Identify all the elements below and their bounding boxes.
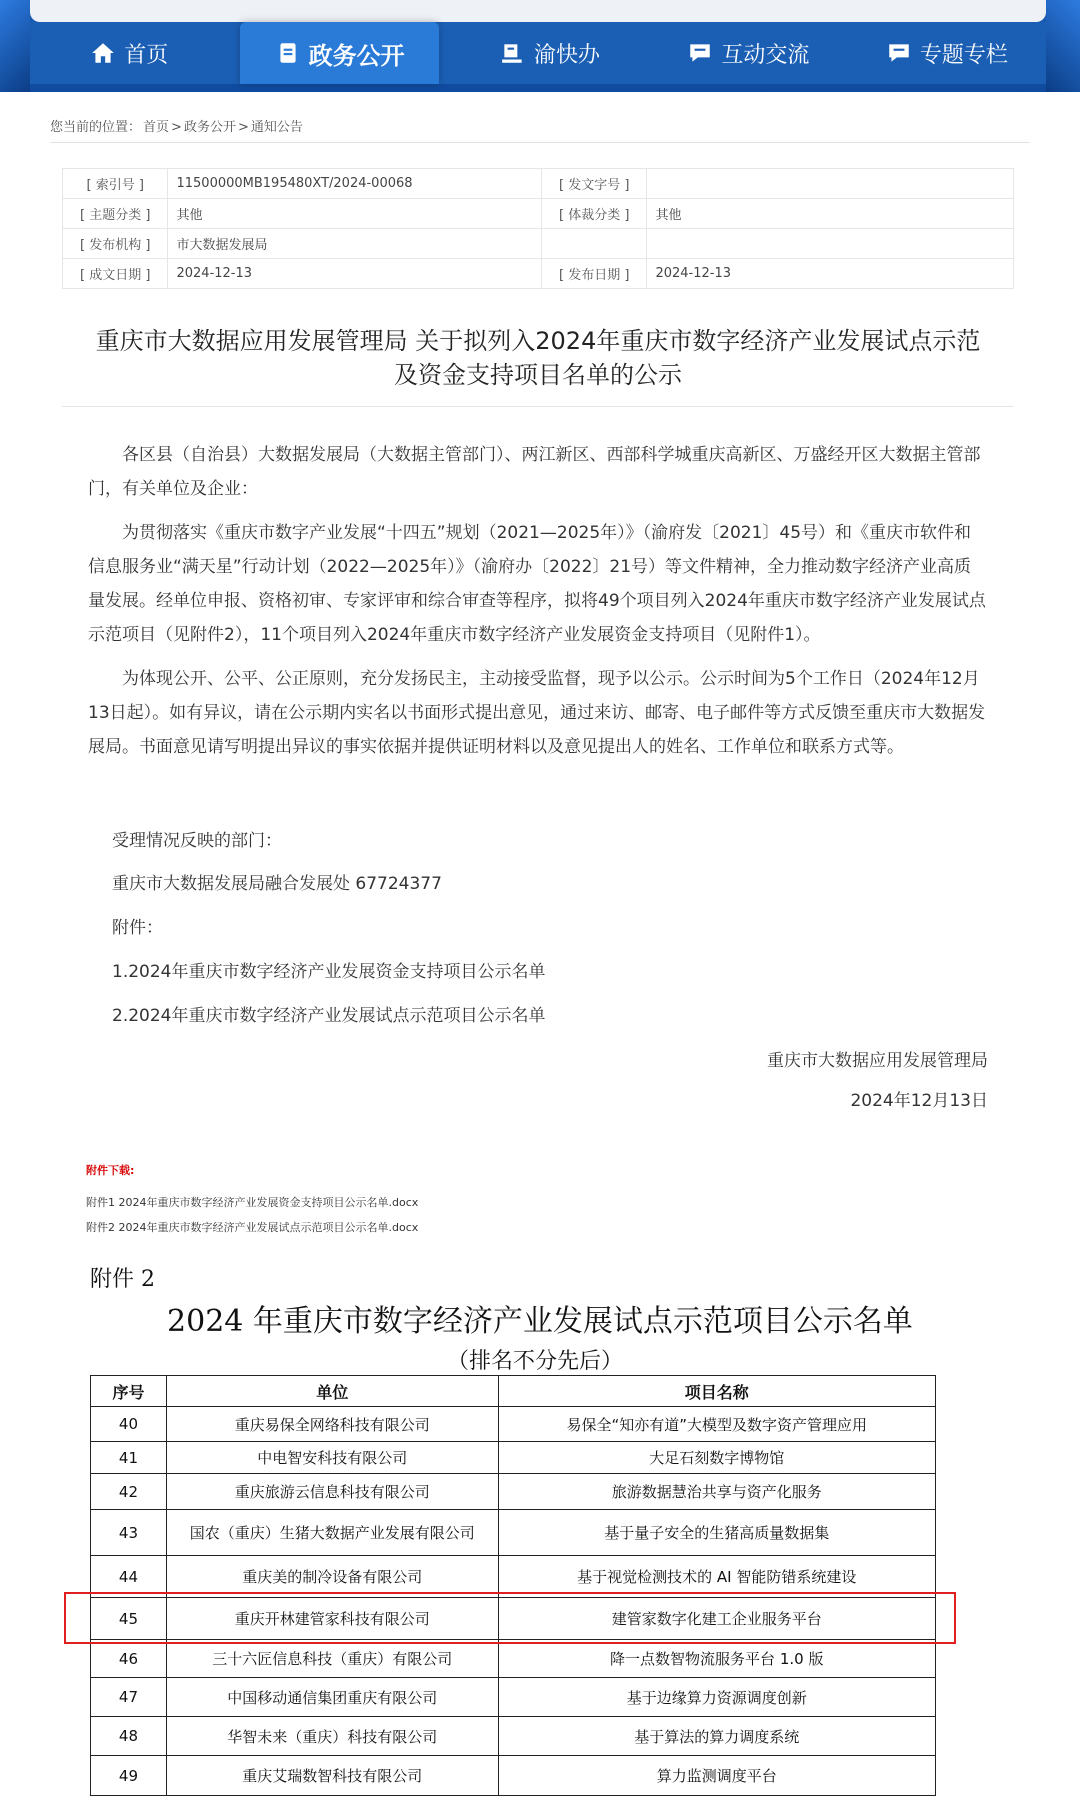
row-project: 大足石刻数字博物馆 — [498, 1442, 935, 1474]
row-number: 45 — [91, 1598, 167, 1640]
column-header: 项目名称 — [498, 1376, 935, 1407]
meta-empty-cell — [647, 229, 1014, 259]
sign-date: 2024年12月13日 — [850, 1091, 988, 1111]
table-row — [91, 1474, 936, 1510]
project-list-table — [90, 1375, 936, 1796]
column-header: 序号 — [91, 1376, 167, 1407]
attachment-item: 1.2024年重庆市数字经济产业发展资金支持项目公示名单 — [112, 962, 546, 982]
dept-contact: 重庆市大数据发展局融合发展处 67724377 — [112, 874, 442, 894]
download-link[interactable]: 附件2 2024年重庆市数字经济产业发展试点示范项目公示名单.docx — [86, 1221, 419, 1234]
meta-label: [ 主题分类 ] — [63, 199, 168, 229]
row-project: 基于边缘算力资源调度创新 — [498, 1678, 935, 1717]
nav-item-special-topics[interactable] — [848, 22, 1046, 84]
meta-value: 2024-12-13 — [647, 259, 1014, 289]
attachment-title: 2024 年重庆市数字经济产业发展试点示范项目公示名单 — [167, 1304, 913, 1339]
header-strip — [30, 0, 1046, 22]
main-nav — [30, 22, 1046, 84]
divider — [50, 142, 1030, 143]
row-project: 基于量子安全的生猪高质量数据集 — [498, 1510, 935, 1556]
row-unit: 重庆美的制冷设备有限公司 — [166, 1556, 498, 1598]
monitor-icon — [500, 40, 526, 66]
meta-value: 市大数据发展局 — [168, 229, 541, 259]
row-number: 42 — [91, 1474, 167, 1510]
meta-label: [ 体裁分类 ] — [541, 199, 646, 229]
table-row — [91, 1640, 936, 1678]
row-number: 40 — [91, 1407, 167, 1442]
meta-value: 11500000MB195480XT/2024-00068 — [168, 169, 541, 199]
table-row — [91, 1678, 936, 1717]
table-row — [91, 1717, 936, 1756]
table-header-row — [91, 1376, 936, 1407]
nav-item-gov-affairs[interactable] — [240, 22, 438, 84]
row-unit: 华智未来（重庆）科技有限公司 — [166, 1717, 498, 1756]
attachment-label: 附件 2 — [90, 1267, 155, 1292]
meta-label: [ 发布日期 ] — [541, 259, 646, 289]
signer: 重庆市大数据应用发展管理局 — [767, 1051, 988, 1071]
article-paragraph: 为贯彻落实《重庆市数字产业发展“十四五”规划（2021—2025年）》（渝府发〔2021〕45号）和《重庆市软件和信息服务业“满天星”行动计划（2022—2025年）》（渝府办〔2022〕21号）等文件精神，全力推动数字经济产业高质量发展。经单位申报、资格初审、专家评审和综合审查等程序，拟将49个项目列入2024年重庆市数字经济产业发展试点示范项目（见附件2），11个项目列入2024年重庆市数字经济产业发展资金支持项目（见附件1）。 — [88, 523, 986, 645]
download-link[interactable]: 附件1 2024年重庆市数字经济产业发展资金支持项目公示名单.docx — [86, 1196, 419, 1209]
row-number: 44 — [91, 1556, 167, 1598]
row-unit: 重庆旅游云信息科技有限公司 — [166, 1474, 498, 1510]
breadcrumb-current-link[interactable]: 通知公告 — [250, 120, 303, 135]
attachment-subtitle: （排名不分先后） — [446, 1349, 623, 1374]
article-paragraph: 各区县（自治县）大数据发展局（大数据主管部门）、两江新区、西部科学城重庆高新区、万盛经开区大数据主管部门，有关单位及企业： — [88, 445, 981, 499]
breadcrumb — [50, 116, 305, 135]
row-number: 46 — [91, 1640, 167, 1678]
row-number: 43 — [91, 1510, 167, 1556]
dept-label: 受理情况反映的部门： — [112, 831, 282, 851]
divider — [62, 406, 1014, 407]
table-row — [91, 1442, 936, 1474]
row-project: 建管家数字化建工企业服务平台 — [498, 1598, 935, 1640]
breadcrumb-prefix: 您当前的位置： — [50, 120, 142, 135]
nav-label: 渝快办 — [534, 42, 601, 68]
row-project: 算力监测调度平台 — [498, 1756, 935, 1796]
row-unit: 重庆开林建管家科技有限公司 — [166, 1598, 498, 1640]
meta-value — [647, 169, 1014, 199]
page-title — [62, 324, 1014, 392]
row-project: 基于算法的算力调度系统 — [498, 1717, 935, 1756]
title-line: 及资金支持项目名单的公示 — [394, 361, 682, 389]
attachment-item: 2.2024年重庆市数字经济产业发展试点示范项目公示名单 — [112, 1006, 546, 1026]
row-number: 47 — [91, 1678, 167, 1717]
home-icon — [90, 40, 116, 66]
nav-item-interaction[interactable] — [649, 22, 847, 84]
row-highlight-box — [64, 1592, 956, 1644]
breadcrumb-home-link[interactable]: 首页 — [143, 120, 170, 135]
document-meta-table — [62, 168, 1014, 289]
attachments-label: 附件： — [112, 918, 163, 938]
row-number: 49 — [91, 1756, 167, 1796]
row-unit: 重庆艾瑞数智科技有限公司 — [166, 1756, 498, 1796]
nav-label: 互动交流 — [721, 42, 810, 68]
row-unit: 中电智安科技有限公司 — [166, 1442, 498, 1474]
row-unit: 国农（重庆）生猪大数据产业发展有限公司 — [166, 1510, 498, 1556]
row-unit: 中国移动通信集团重庆有限公司 — [166, 1678, 498, 1717]
meta-value: 其他 — [168, 199, 541, 229]
title-line: 重庆市大数据应用发展管理局 关于拟列入2024年重庆市数字经济产业发展试点示范 — [95, 327, 981, 355]
row-project: 基于视觉检测技术的 AI 智能防错系统建设 — [498, 1556, 935, 1598]
chat-icon — [687, 40, 713, 66]
meta-value: 其他 — [647, 199, 1014, 229]
row-unit: 三十六匠信息科技（重庆）有限公司 — [166, 1640, 498, 1678]
downloads-heading: 附件下载: — [86, 1164, 135, 1177]
row-project: 易保全“知亦有道”大模型及数字资产管理应用 — [498, 1407, 935, 1442]
nav-label: 首页 — [124, 42, 169, 68]
row-project: 旅游数据慧治共享与资产化服务 — [498, 1474, 935, 1510]
breadcrumb-separator: > — [237, 120, 249, 135]
meta-label: [ 索引号 ] — [63, 169, 168, 199]
nav-label: 专题专栏 — [919, 42, 1008, 68]
banner-right-decoration — [1046, 0, 1080, 92]
row-number: 41 — [91, 1442, 167, 1474]
document-icon — [275, 40, 301, 66]
meta-value: 2024-12-13 — [168, 259, 541, 289]
meta-label: [ 成文日期 ] — [63, 259, 168, 289]
nav-item-yukuaiban[interactable] — [451, 22, 649, 84]
meta-empty-cell — [541, 229, 646, 259]
meta-label: [ 发文字号 ] — [541, 169, 646, 199]
nav-item-home[interactable] — [30, 22, 228, 84]
breadcrumb-separator: > — [171, 120, 182, 135]
row-unit: 重庆易保全网络科技有限公司 — [166, 1407, 498, 1442]
column-header: 单位 — [166, 1376, 498, 1407]
row-number: 48 — [91, 1717, 167, 1756]
row-project: 降一点数智物流服务平台 1.0 版 — [498, 1640, 935, 1678]
banner-left-decoration — [0, 0, 30, 92]
chat-icon — [886, 40, 912, 66]
breadcrumb-section-link[interactable]: 政务公开 — [183, 120, 236, 135]
table-row — [91, 1756, 936, 1796]
table-row — [91, 1407, 936, 1442]
nav-label: 政务公开 — [308, 41, 405, 70]
meta-label: [ 发布机构 ] — [63, 229, 168, 259]
table-row — [91, 1510, 936, 1556]
article-paragraph: 为体现公开、公平、公正原则，充分发扬民主，主动接受监督，现予以公示。公示时间为5个工作日（2024年12月13日起）。如有异议，请在公示期内实名以书面形式提出意见，通过来访、邮寄、电子邮件等方式反馈至重庆市大数据发展局。书面意见请写明提出异议的事实依据并提供证明材料以及意见提出人的姓名、工作单位和联系方式等。 — [88, 669, 986, 757]
